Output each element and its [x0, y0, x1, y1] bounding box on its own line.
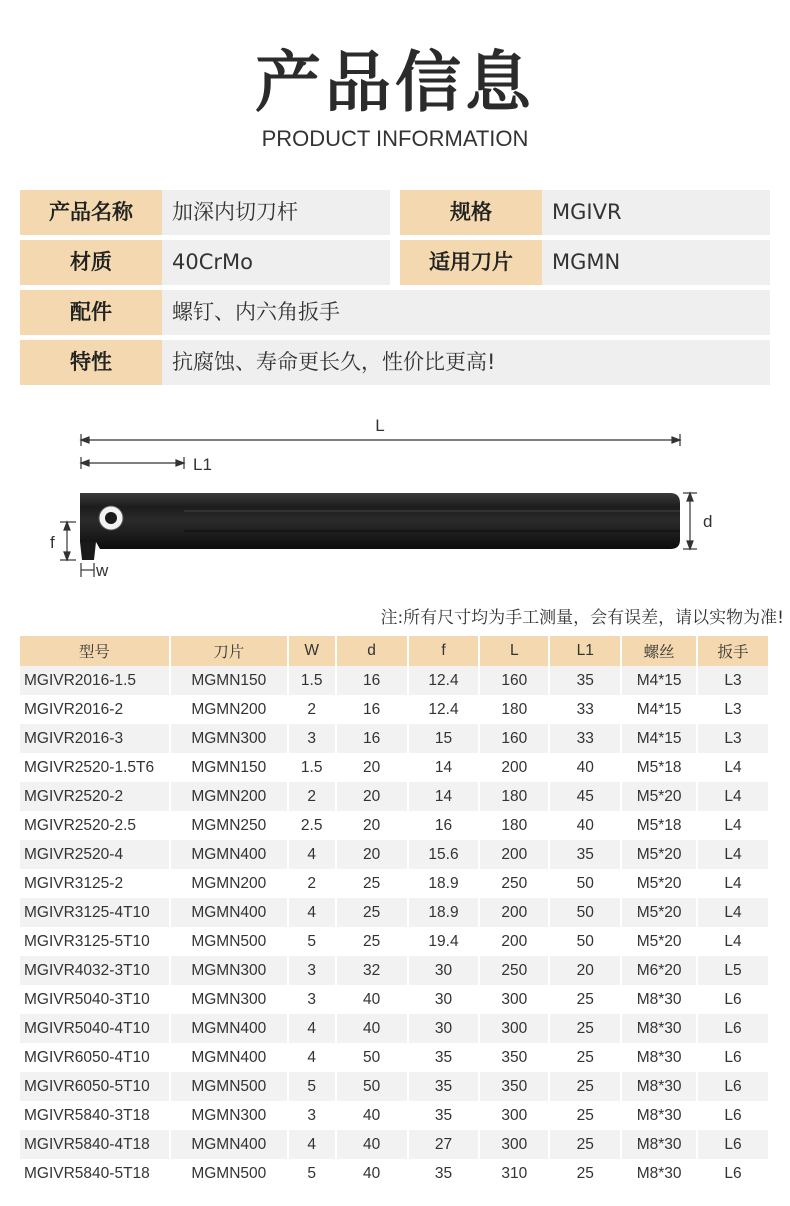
features-label: 特性 [20, 340, 162, 385]
cell-f: 30 [408, 985, 480, 1014]
col-header-wrench: 扳手 [697, 636, 769, 666]
cell-d: 40 [336, 1014, 408, 1043]
cell-screw: M4*15 [621, 666, 697, 695]
cell-wrench: L6 [697, 985, 769, 1014]
cell-l: 180 [479, 782, 549, 811]
cell-d: 50 [336, 1072, 408, 1101]
cell-w: 1.5 [288, 666, 336, 695]
cell-l: 350 [479, 1043, 549, 1072]
cell-screw: M8*30 [621, 1101, 697, 1130]
table-row [20, 724, 769, 753]
table-row [20, 1043, 769, 1072]
cell-d: 50 [336, 1043, 408, 1072]
cell-insert: MGMN300 [170, 724, 288, 753]
cell-screw: M5*20 [621, 927, 697, 956]
cell-f: 19.4 [408, 927, 480, 956]
cell-f: 35 [408, 1043, 480, 1072]
cell-screw: M4*15 [621, 724, 697, 753]
cell-l: 350 [479, 1072, 549, 1101]
dimension-L1-label: L1 [193, 455, 212, 474]
cell-screw: M8*30 [621, 1014, 697, 1043]
cell-l1: 50 [549, 927, 621, 956]
cell-l1: 35 [549, 666, 621, 695]
insert-label: 适用刀片 [400, 240, 542, 285]
product-name-label: 产品名称 [20, 190, 162, 235]
cell-model: MGIVR5040-3T10 [20, 985, 170, 1014]
cell-d: 16 [336, 695, 408, 724]
cell-wrench: L6 [697, 1043, 769, 1072]
cell-wrench: L3 [697, 724, 769, 753]
cell-insert: MGMN500 [170, 1159, 288, 1188]
col-header-d: d [336, 636, 408, 666]
cell-wrench: L4 [697, 753, 769, 782]
dimension-L [81, 434, 680, 446]
page-subtitle: PRODUCT INFORMATION [261, 126, 529, 151]
cell-model: MGIVR2520-2.5 [20, 811, 170, 840]
cell-model: MGIVR3125-5T10 [20, 927, 170, 956]
cell-l: 300 [479, 1014, 549, 1043]
cell-l1: 33 [549, 724, 621, 753]
table-row [20, 1159, 769, 1188]
tool-insert [80, 542, 96, 560]
cell-model: MGIVR2520-4 [20, 840, 170, 869]
cell-w: 1.5 [288, 753, 336, 782]
cell-l: 160 [479, 666, 549, 695]
cell-w: 4 [288, 1043, 336, 1072]
col-header-screw: 螺丝 [621, 636, 697, 666]
table-row [20, 898, 769, 927]
cell-screw: M6*20 [621, 956, 697, 985]
cell-w: 2 [288, 695, 336, 724]
cell-f: 15 [408, 724, 480, 753]
cell-insert: MGMN500 [170, 927, 288, 956]
cell-model: MGIVR2016-3 [20, 724, 170, 753]
cell-f: 35 [408, 1101, 480, 1130]
cell-model: MGIVR2520-1.5T6 [20, 753, 170, 782]
cell-l: 180 [479, 695, 549, 724]
cell-wrench: L3 [697, 695, 769, 724]
cell-l1: 25 [549, 985, 621, 1014]
cell-wrench: L6 [697, 1101, 769, 1130]
cell-wrench: L5 [697, 956, 769, 985]
cell-f: 12.4 [408, 695, 480, 724]
cell-wrench: L4 [697, 898, 769, 927]
table-row [20, 985, 769, 1014]
cell-l: 300 [479, 985, 549, 1014]
cell-screw: M8*30 [621, 1130, 697, 1159]
dimension-w-label: w [96, 561, 109, 580]
cell-w: 4 [288, 1014, 336, 1043]
table-row [20, 695, 769, 724]
cell-insert: MGMN300 [170, 1101, 288, 1130]
cell-model: MGIVR5840-4T18 [20, 1130, 170, 1159]
cell-w: 2.5 [288, 811, 336, 840]
col-header-insert: 刀片 [170, 636, 288, 666]
dimension-d-label: d [703, 512, 713, 531]
cell-l1: 50 [549, 898, 621, 927]
cell-d: 40 [336, 1159, 408, 1188]
cell-d: 16 [336, 724, 408, 753]
cell-d: 32 [336, 956, 408, 985]
cell-insert: MGMN400 [170, 1043, 288, 1072]
cell-wrench: L4 [697, 782, 769, 811]
cell-l: 300 [479, 1130, 549, 1159]
cell-l: 300 [479, 1101, 549, 1130]
table-header-row [20, 636, 769, 666]
table-row [20, 869, 769, 898]
cell-model: MGIVR6050-4T10 [20, 1043, 170, 1072]
cell-w: 2 [288, 869, 336, 898]
cell-model: MGIVR3125-2 [20, 869, 170, 898]
cell-w: 2 [288, 782, 336, 811]
cell-screw: M5*20 [621, 782, 697, 811]
tool-diagram [0, 400, 790, 590]
cell-model: MGIVR6050-5T10 [20, 1072, 170, 1101]
cell-insert: MGMN150 [170, 666, 288, 695]
cell-f: 35 [408, 1159, 480, 1188]
cell-l1: 45 [549, 782, 621, 811]
accessories-label: 配件 [20, 290, 162, 335]
spec-table [20, 636, 770, 1188]
cell-model: MGIVR2520-2 [20, 782, 170, 811]
cell-f: 18.9 [408, 869, 480, 898]
cell-model: MGIVR5840-5T18 [20, 1159, 170, 1188]
cell-insert: MGMN400 [170, 898, 288, 927]
cell-d: 40 [336, 985, 408, 1014]
cell-l: 160 [479, 724, 549, 753]
cell-f: 30 [408, 1014, 480, 1043]
col-header-l: L [479, 636, 549, 666]
spec-value: MGIVR [542, 190, 770, 235]
cell-l1: 35 [549, 840, 621, 869]
cell-f: 27 [408, 1130, 480, 1159]
cell-w: 3 [288, 1101, 336, 1130]
cell-wrench: L4 [697, 811, 769, 840]
cell-f: 15.6 [408, 840, 480, 869]
cell-w: 5 [288, 1072, 336, 1101]
measurement-note: 注:所有尺寸均为手工测量，会有误差，请以实物为准! [380, 608, 784, 628]
cell-screw: M8*30 [621, 1043, 697, 1072]
table-row [20, 782, 769, 811]
cell-l: 200 [479, 898, 549, 927]
cell-l1: 25 [549, 1072, 621, 1101]
cell-screw: M5*18 [621, 753, 697, 782]
dimension-L1 [81, 457, 184, 469]
cell-screw: M5*18 [621, 811, 697, 840]
cell-insert: MGMN400 [170, 1014, 288, 1043]
cell-insert: MGMN150 [170, 753, 288, 782]
cell-l1: 20 [549, 956, 621, 985]
col-header-l1: L1 [549, 636, 621, 666]
spec-label: 规格 [400, 190, 542, 235]
cell-f: 12.4 [408, 666, 480, 695]
accessories-value: 螺钉、内六角扳手 [162, 290, 770, 335]
cell-insert: MGMN500 [170, 1072, 288, 1101]
tool-shank [184, 493, 680, 549]
cell-model: MGIVR5040-4T10 [20, 1014, 170, 1043]
cell-w: 4 [288, 840, 336, 869]
col-header-model: 型号 [20, 636, 170, 666]
cell-d: 20 [336, 811, 408, 840]
table-row [20, 1130, 769, 1159]
cell-d: 25 [336, 927, 408, 956]
cell-screw: M5*20 [621, 840, 697, 869]
cell-insert: MGMN250 [170, 811, 288, 840]
cell-d: 40 [336, 1130, 408, 1159]
cell-d: 25 [336, 869, 408, 898]
table-row [20, 840, 769, 869]
cell-l1: 25 [549, 1043, 621, 1072]
cell-wrench: L3 [697, 666, 769, 695]
cell-screw: M8*30 [621, 1072, 697, 1101]
cell-l: 200 [479, 840, 549, 869]
cell-l1: 40 [549, 753, 621, 782]
cell-model: MGIVR2016-1.5 [20, 666, 170, 695]
dimension-f [60, 522, 76, 560]
cell-wrench: L6 [697, 1014, 769, 1043]
cell-l1: 40 [549, 811, 621, 840]
cell-d: 16 [336, 666, 408, 695]
cell-model: MGIVR5840-3T18 [20, 1101, 170, 1130]
cell-model: MGIVR2016-2 [20, 695, 170, 724]
cell-w: 5 [288, 927, 336, 956]
cell-screw: M5*20 [621, 898, 697, 927]
cell-w: 4 [288, 1130, 336, 1159]
cell-f: 14 [408, 753, 480, 782]
cell-l1: 33 [549, 695, 621, 724]
col-header-f: f [408, 636, 480, 666]
cell-screw: M5*20 [621, 869, 697, 898]
cell-d: 40 [336, 1101, 408, 1130]
cell-wrench: L6 [697, 1130, 769, 1159]
table-row [20, 811, 769, 840]
cell-screw: M4*15 [621, 695, 697, 724]
cell-model: MGIVR3125-4T10 [20, 898, 170, 927]
cell-l1: 25 [549, 1130, 621, 1159]
cell-f: 16 [408, 811, 480, 840]
screw-icon [99, 506, 123, 530]
cell-l1: 25 [549, 1014, 621, 1043]
product-name-value: 加深内切刀杆 [162, 190, 390, 235]
cell-w: 5 [288, 1159, 336, 1188]
cell-wrench: L6 [697, 1159, 769, 1188]
cell-l: 250 [479, 869, 549, 898]
material-value: 40CrMo [162, 240, 390, 285]
cell-screw: M8*30 [621, 1159, 697, 1188]
cell-l: 250 [479, 956, 549, 985]
dimension-f-label: f [50, 533, 55, 552]
table-row [20, 666, 769, 695]
page-title: 产品信息 [255, 44, 535, 121]
cell-d: 20 [336, 782, 408, 811]
table-row [20, 753, 769, 782]
tool-head [80, 493, 184, 549]
material-label: 材质 [20, 240, 162, 285]
cell-wrench: L4 [697, 927, 769, 956]
cell-l1: 25 [549, 1159, 621, 1188]
table-row [20, 1072, 769, 1101]
cell-l1: 25 [549, 1101, 621, 1130]
cell-l: 180 [479, 811, 549, 840]
dimension-d [683, 493, 697, 549]
features-value: 抗腐蚀、寿命更长久，性价比更高! [162, 340, 770, 385]
cell-w: 4 [288, 898, 336, 927]
cell-l: 310 [479, 1159, 549, 1188]
cell-f: 14 [408, 782, 480, 811]
cell-insert: MGMN200 [170, 782, 288, 811]
cell-d: 25 [336, 898, 408, 927]
cell-wrench: L4 [697, 869, 769, 898]
dimension-w [81, 563, 94, 577]
col-header-w: W [288, 636, 336, 666]
cell-insert: MGMN300 [170, 956, 288, 985]
cell-model: MGIVR4032-3T10 [20, 956, 170, 985]
cell-screw: M8*30 [621, 985, 697, 1014]
cell-insert: MGMN200 [170, 869, 288, 898]
cell-w: 3 [288, 985, 336, 1014]
cell-wrench: L4 [697, 840, 769, 869]
table-row [20, 1014, 769, 1043]
cell-f: 30 [408, 956, 480, 985]
cell-l: 200 [479, 927, 549, 956]
cell-f: 35 [408, 1072, 480, 1101]
table-row [20, 1101, 769, 1130]
dimension-L-label: L [375, 416, 385, 435]
table-row [20, 927, 769, 956]
cell-f: 18.9 [408, 898, 480, 927]
cell-l1: 50 [549, 869, 621, 898]
cell-w: 3 [288, 724, 336, 753]
cell-insert: MGMN200 [170, 695, 288, 724]
cell-d: 20 [336, 840, 408, 869]
insert-value: MGMN [542, 240, 770, 285]
table-row [20, 956, 769, 985]
cell-w: 3 [288, 956, 336, 985]
cell-insert: MGMN400 [170, 840, 288, 869]
cell-wrench: L6 [697, 1072, 769, 1101]
cell-l: 200 [479, 753, 549, 782]
cell-insert: MGMN300 [170, 985, 288, 1014]
cell-d: 20 [336, 753, 408, 782]
cell-insert: MGMN400 [170, 1130, 288, 1159]
